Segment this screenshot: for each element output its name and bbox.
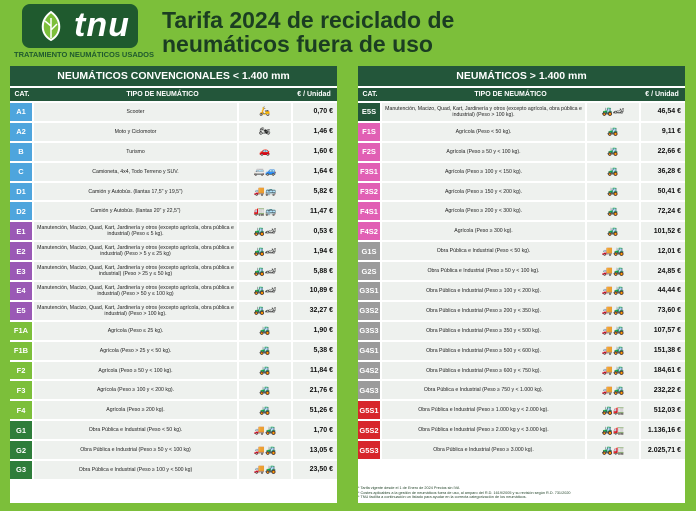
table-row [10, 441, 337, 459]
title-line-2: neumáticos fuera de uso [162, 31, 433, 57]
tyre-type: Manutención, Macizo, Quad, Kart, Jardinería y otros (excepto agrícola, obra pública e industrial) (Peso > 100 kg). [34, 302, 237, 320]
forklift-icon: 🚜🏎 [239, 282, 291, 300]
unit-price: 22,66 € [641, 143, 685, 161]
unit-price: 0,53 € [293, 222, 337, 240]
category-badge: F2S [358, 143, 380, 161]
tyre-type: Agrícola (Peso ≥ 200 kg). [34, 401, 237, 419]
category-badge: E2 [10, 242, 32, 260]
construction-icon: 🚚🚜 [239, 461, 291, 479]
category-badge: G4S2 [358, 362, 380, 380]
footnote: * Costes aplicables a la gestión de neumáticos fuera de uso, al amparo del R.D. 1619/2005 y su revisión según R.D. 731/2020 [358, 490, 571, 495]
table-row [358, 342, 685, 360]
table-row [358, 123, 685, 141]
category-badge: A1 [10, 103, 32, 121]
tyre-type: Manutención, Macizo, Quad, Kart, Jardinería y otros (excepto agrícola, obra pública e industrial) (Peso > 5 y ≤ 25 kg) [34, 242, 237, 260]
unit-price: 1,46 € [293, 123, 337, 141]
leaf-icon [36, 10, 66, 42]
tyre-type: Agrícola (Peso ≥ 100 y < 150 kg). [382, 163, 585, 181]
unit-price: 10,89 € [293, 282, 337, 300]
table-row [358, 322, 685, 340]
category-badge: F4 [10, 401, 32, 419]
construction-icon: 🚜🚛 [587, 421, 639, 439]
category-badge: G5S1 [358, 401, 380, 419]
tyre-type: Obra Pública e Industrial (Peso < 50 kg). [382, 242, 585, 260]
tyre-type: Agrícola (Peso ≥ 150 y < 200 kg). [382, 183, 585, 201]
tyre-type: Obra Pública e Industrial (Peso ≥ 2.000 kg y < 3.000 kg). [382, 421, 585, 439]
table-row [10, 143, 337, 161]
col-cat: CAT. [362, 91, 378, 98]
unit-price: 2.025,71 € [641, 441, 685, 459]
table-row [358, 242, 685, 260]
tractor-icon: 🚜 [587, 143, 639, 161]
unit-price: 101,52 € [641, 222, 685, 240]
tyre-type: Obra Pública e Industrial (Peso ≥ 750 y < 1.000 kg). [382, 381, 585, 399]
tyre-type: Obra Pública e Industrial (Peso ≥ 500 y < 600 kg). [382, 342, 585, 360]
unit-price: 1,94 € [293, 242, 337, 260]
tyre-type: Agrícola (Peso < 50 kg). [382, 123, 585, 141]
table-row [10, 342, 337, 360]
table-row [10, 222, 337, 240]
table-row [10, 202, 337, 220]
table-row [10, 401, 337, 419]
unit-price: 9,11 € [641, 123, 685, 141]
header [0, 0, 696, 66]
category-badge: F4S1 [358, 202, 380, 220]
construction-icon: 🚚🚜 [587, 242, 639, 260]
category-badge: F3 [10, 381, 32, 399]
construction-icon: 🚚🚜 [239, 421, 291, 439]
tyre-type: Manutención, Macizo, Quad, Kart, Jardinería y otros (excepto agrícola, obra pública e industrial) (Peso > 100 kg). [382, 103, 585, 121]
tyre-type: Camión y Autobús. (llantas 17,5" y 19,5") [34, 183, 237, 201]
category-badge: F1A [10, 322, 32, 340]
unit-price: 107,57 € [641, 322, 685, 340]
table-row [358, 143, 685, 161]
category-badge: G3S2 [358, 302, 380, 320]
tyre-type: Agrícola (Peso > 25 y < 50 kg). [34, 342, 237, 360]
category-badge: G2S [358, 262, 380, 280]
tractor-icon: 🚜 [239, 342, 291, 360]
unit-price: 5,88 € [293, 262, 337, 280]
tyre-type: Obra Pública e Industrial (Peso ≥ 100 y < 500 kg) [34, 461, 237, 479]
construction-icon: 🚚🚜 [587, 262, 639, 280]
column-header [358, 88, 685, 101]
construction-icon: 🚚🚜 [587, 322, 639, 340]
table-row [358, 222, 685, 240]
forklift-icon: 🚜🏎 [239, 262, 291, 280]
conventional-rows [10, 103, 337, 479]
unit-price: 512,03 € [641, 401, 685, 419]
tyre-type: Obra Pública e Industrial (Peso ≥ 50 y < 100 kg). [382, 262, 585, 280]
tyre-type: Obra Pública e Industrial (Peso ≥ 1.000 kg y < 2.000 kg). [382, 401, 585, 419]
unit-price: 0,70 € [293, 103, 337, 121]
motorcycle-icon: 🏍 [239, 123, 291, 141]
table-row [10, 461, 337, 479]
car-icon: 🚗 [239, 143, 291, 161]
table-row [10, 282, 337, 300]
construction-icon: 🚜🚛 [587, 401, 639, 419]
tractor-icon: 🚜 [587, 123, 639, 141]
category-badge: G2 [10, 441, 32, 459]
unit-price: 23,50 € [293, 461, 337, 479]
tyre-type: Agrícola (Peso ≥ 50 y < 100 kg). [34, 362, 237, 380]
category-badge: A2 [10, 123, 32, 141]
category-badge: F1B [10, 342, 32, 360]
large-rows [358, 103, 685, 459]
unit-price: 51,26 € [293, 401, 337, 419]
tractor-icon: 🚜 [587, 202, 639, 220]
tyre-type: Manutención, Macizo, Quad, Kart, Jardinería y otros (excepto agrícola, obra pública e industrial) (Peso ≤ 5 kg). [34, 222, 237, 240]
category-badge: F1S [358, 123, 380, 141]
logo-text: tnu [74, 6, 130, 44]
tyre-type: Agrícola (Peso ≥ 50 y < 100 kg). [382, 143, 585, 161]
category-badge: B [10, 143, 32, 161]
table-row [10, 421, 337, 439]
tyre-type: Turismo [34, 143, 237, 161]
title-line-1: Tarifa 2024 de reciclado de [162, 7, 455, 33]
tyre-type: Manutención, Macizo, Quad, Kart, Jardinería y otros (excepto agrícola, obra pública e industrial) (Peso > 50 y ≤ 100 kg) [34, 282, 237, 300]
table-row [10, 322, 337, 340]
unit-price: 1,90 € [293, 322, 337, 340]
tractor-icon: 🚜 [239, 362, 291, 380]
tyre-type: Agrícola (Peso ≥ 300 kg). [382, 222, 585, 240]
table-row [358, 401, 685, 419]
construction-icon: 🚚🚜 [587, 381, 639, 399]
category-badge: G3S3 [358, 322, 380, 340]
tyre-type: Manutención, Macizo, Quad, Kart, Jardinería y otros (excepto agrícola, obra pública e industrial) (Peso > 25 y ≤ 50 kg) [34, 262, 237, 280]
unit-price: 21,76 € [293, 381, 337, 399]
unit-price: 232,22 € [641, 381, 685, 399]
unit-price: 72,24 € [641, 202, 685, 220]
category-badge: C [10, 163, 32, 181]
table-row [358, 183, 685, 201]
category-badge: G4S3 [358, 381, 380, 399]
table-row [10, 262, 337, 280]
table-row [358, 441, 685, 459]
unit-price: 44,44 € [641, 282, 685, 300]
category-badge: G5S2 [358, 421, 380, 439]
col-type: TIPO DE NEUMÁTICO [126, 91, 199, 98]
unit-price: 12,01 € [641, 242, 685, 260]
tyre-type: Obra Pública e Industrial (Peso ≥ 350 y < 500 kg). [382, 322, 585, 340]
category-badge: G3 [10, 461, 32, 479]
unit-price: 24,85 € [641, 262, 685, 280]
unit-price: 5,38 € [293, 342, 337, 360]
unit-price: 5,82 € [293, 183, 337, 201]
tractor-icon: 🚜 [587, 183, 639, 201]
unit-price: 50,41 € [641, 183, 685, 201]
table-row [10, 123, 337, 141]
tyre-type: Obra Pública e Industrial (Peso ≥ 600 y < 750 kg). [382, 362, 585, 380]
unit-price: 1,70 € [293, 421, 337, 439]
forklift-icon: 🚜🏎 [239, 222, 291, 240]
unit-price: 184,61 € [641, 362, 685, 380]
tyre-type: Agrícola (Peso ≤ 25 kg). [34, 322, 237, 340]
tyre-type: Agrícola (Peso ≥ 100 y < 200 kg). [34, 381, 237, 399]
table-row [358, 302, 685, 320]
tyre-type: Scooter [34, 103, 237, 121]
unit-price: 11,47 € [293, 202, 337, 220]
footnote: * Tarifa vigente desde el 1 de Enero de 2024 Precios sin IVA [358, 486, 460, 490]
col-price: € / Unidad [297, 91, 331, 98]
tyre-type: Obra Pública e Industrial (Peso ≥ 3.000 kg). [382, 441, 585, 459]
tyre-type: Obra Pública e Industrial (Peso ≥ 200 y < 350 kg). [382, 302, 585, 320]
unit-price: 1.136,16 € [641, 421, 685, 439]
forklift-icon: 🚜🏎 [239, 302, 291, 320]
category-badge: F3S1 [358, 163, 380, 181]
category-badge: E3 [10, 262, 32, 280]
unit-price: 151,38 € [641, 342, 685, 360]
tractor-icon: 🚜 [239, 381, 291, 399]
truck-bus-icon: 🚚🚌 [239, 183, 291, 201]
construction-icon: 🚚🚜 [239, 441, 291, 459]
tyre-type: Obra Pública e Industrial (Peso ≥ 50 y < 100 kg) [34, 441, 237, 459]
tnu-logo [14, 4, 154, 62]
category-badge: F4S2 [358, 222, 380, 240]
category-badge: G3S1 [358, 282, 380, 300]
construction-icon: 🚚🚜 [587, 302, 639, 320]
construction-icon: 🚚🚜 [587, 282, 639, 300]
table-row [10, 183, 337, 201]
unit-price: 32,27 € [293, 302, 337, 320]
table-row [358, 202, 685, 220]
table-row [358, 103, 685, 121]
category-badge: G1S [358, 242, 380, 260]
category-badge: E5S [358, 103, 380, 121]
section-title-conventional: NEUMÁTICOS CONVENCIONALES < 1.400 mm [10, 66, 337, 86]
category-badge: E5 [10, 302, 32, 320]
table-row [10, 381, 337, 399]
column-header [10, 88, 337, 101]
forklift-icon: 🚜🏎 [239, 242, 291, 260]
col-price: € / Unidad [645, 91, 679, 98]
unit-price: 46,54 € [641, 103, 685, 121]
scooter-icon: 🛵 [239, 103, 291, 121]
logo-box [22, 4, 138, 48]
construction-icon: 🚚🚜 [587, 342, 639, 360]
tractor-icon: 🚜 [587, 163, 639, 181]
tyre-type: Moto y Ciclomotor [34, 123, 237, 141]
tractor-icon: 🚜 [239, 401, 291, 419]
category-badge: G5S3 [358, 441, 380, 459]
category-badge: D2 [10, 202, 32, 220]
unit-price: 1,60 € [293, 143, 337, 161]
truck-bus-icon: 🚛🚌 [239, 202, 291, 220]
forklift-icon: 🚜🏎 [587, 103, 639, 121]
table-row [10, 103, 337, 121]
col-cat: CAT. [14, 91, 30, 98]
table-row [358, 362, 685, 380]
unit-price: 36,28 € [641, 163, 685, 181]
table-row [10, 302, 337, 320]
table-row [10, 362, 337, 380]
category-badge: F3S2 [358, 183, 380, 201]
unit-price: 11,84 € [293, 362, 337, 380]
category-badge: G4S1 [358, 342, 380, 360]
footnotes [358, 486, 688, 500]
footnote: * TNU facilita a continuación un listado para ayudar en la correcta categorización de los neumáticos. [358, 495, 527, 500]
tyre-type: Obra Pública e Industrial (Peso ≥ 100 y < 200 kg). [382, 282, 585, 300]
tyre-type: Camión y Autobús. (llantas 20" y 22,5") [34, 202, 237, 220]
table-row [10, 242, 337, 260]
construction-icon: 🚚🚜 [587, 362, 639, 380]
category-badge: E4 [10, 282, 32, 300]
col-type: TIPO DE NEUMÁTICO [474, 91, 547, 98]
table-row [358, 421, 685, 439]
page-title [162, 8, 454, 56]
category-badge: E1 [10, 222, 32, 240]
table-row [358, 381, 685, 399]
table-row [358, 282, 685, 300]
construction-icon: 🚜🚛 [587, 441, 639, 459]
category-badge: G1 [10, 421, 32, 439]
tyre-type: Agrícola (Peso ≥ 200 y < 300 kg). [382, 202, 585, 220]
tyre-type: Obra Pública e Industrial (Peso < 50 kg). [34, 421, 237, 439]
section-title-large: NEUMÁTICOS > 1.400 mm [358, 66, 685, 86]
unit-price: 1,64 € [293, 163, 337, 181]
tyre-type: Camioneta, 4x4, Todo Terreno y SUV. [34, 163, 237, 181]
tractor-icon: 🚜 [587, 222, 639, 240]
table-row [358, 262, 685, 280]
large-tyres-panel [358, 66, 685, 503]
unit-price: 13,05 € [293, 441, 337, 459]
category-badge: D1 [10, 183, 32, 201]
unit-price: 73,60 € [641, 302, 685, 320]
table-row [10, 163, 337, 181]
logo-subtitle: TRATAMIENTO NEUMÁTICOS USADOS [14, 50, 154, 59]
conventional-tyres-panel [10, 66, 337, 503]
tractor-icon: 🚜 [239, 322, 291, 340]
category-badge: F2 [10, 362, 32, 380]
van-icon: 🚐🚙 [239, 163, 291, 181]
table-row [358, 163, 685, 181]
